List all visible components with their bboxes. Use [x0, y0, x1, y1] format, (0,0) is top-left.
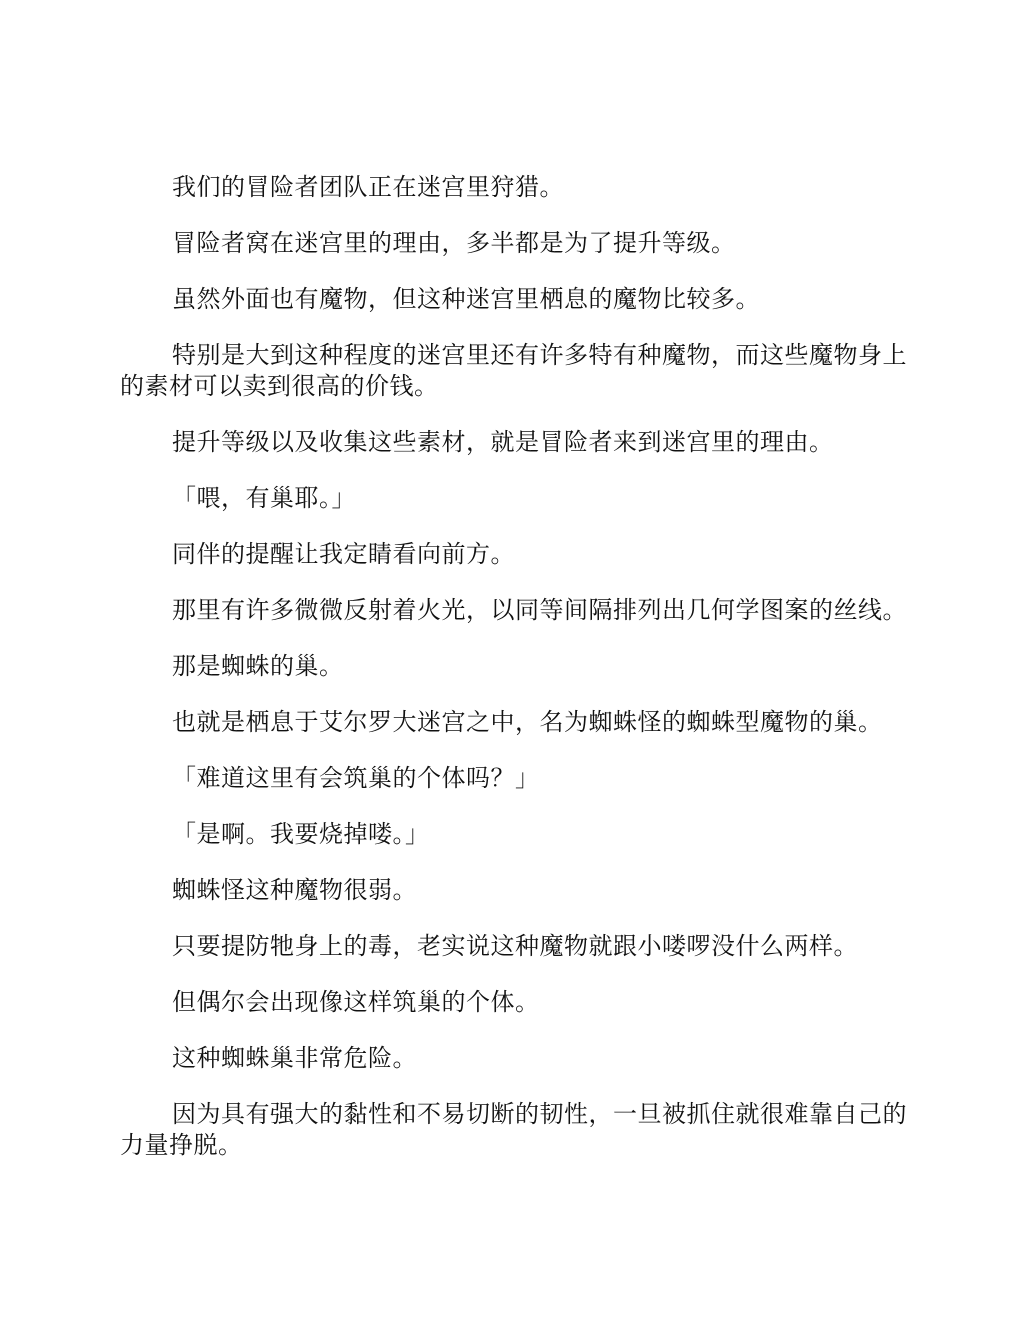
paragraph: 但偶尔会出现像这样筑巢的个体。: [172, 988, 540, 1016]
document-page: [120, 172, 910, 1186]
paragraph: 特别是大到这种程度的迷宫里还有许多特有种魔物，而这些魔物身上的素材可以卖到很高的价钱。: [120, 341, 907, 400]
paragraph: 「难道这里有会筑巢的个体吗？」: [172, 764, 540, 792]
paragraph: 也就是栖息于艾尔罗大迷宫之中，名为蜘蛛怪的蜘蛛型魔物的巢。: [172, 708, 883, 736]
paragraph: 这种蜘蛛巢非常危险。: [172, 1044, 417, 1072]
paragraph: 蜘蛛怪这种魔物很弱。: [172, 876, 417, 904]
paragraph: 那里有许多微微反射着火光，以同等间隔排列出几何学图案的丝线。: [172, 596, 907, 624]
paragraph: 冒险者窝在迷宫里的理由，多半都是为了提升等级。: [172, 229, 736, 257]
paragraph: 「喂，有巢耶。」: [172, 484, 356, 512]
paragraph: 同伴的提醒让我定睛看向前方。: [172, 540, 515, 568]
paragraph: 因为具有强大的黏性和不易切断的韧性，一旦被抓住就很难靠自己的力量挣脱。: [120, 1100, 907, 1159]
paragraph: 提升等级以及收集这些素材，就是冒险者来到迷宫里的理由。: [172, 428, 834, 456]
paragraph: 只要提防牠身上的毒，老实说这种魔物就跟小喽啰没什么两样。: [172, 932, 858, 960]
paragraph: 那是蜘蛛的巢。: [172, 652, 344, 680]
paragraph: 虽然外面也有魔物，但这种迷宫里栖息的魔物比较多。: [172, 285, 760, 313]
paragraph: 「是啊。我要烧掉喽。」: [172, 820, 430, 848]
paragraph: 我们的冒险者团队正在迷宫里狩猎。: [172, 173, 564, 201]
